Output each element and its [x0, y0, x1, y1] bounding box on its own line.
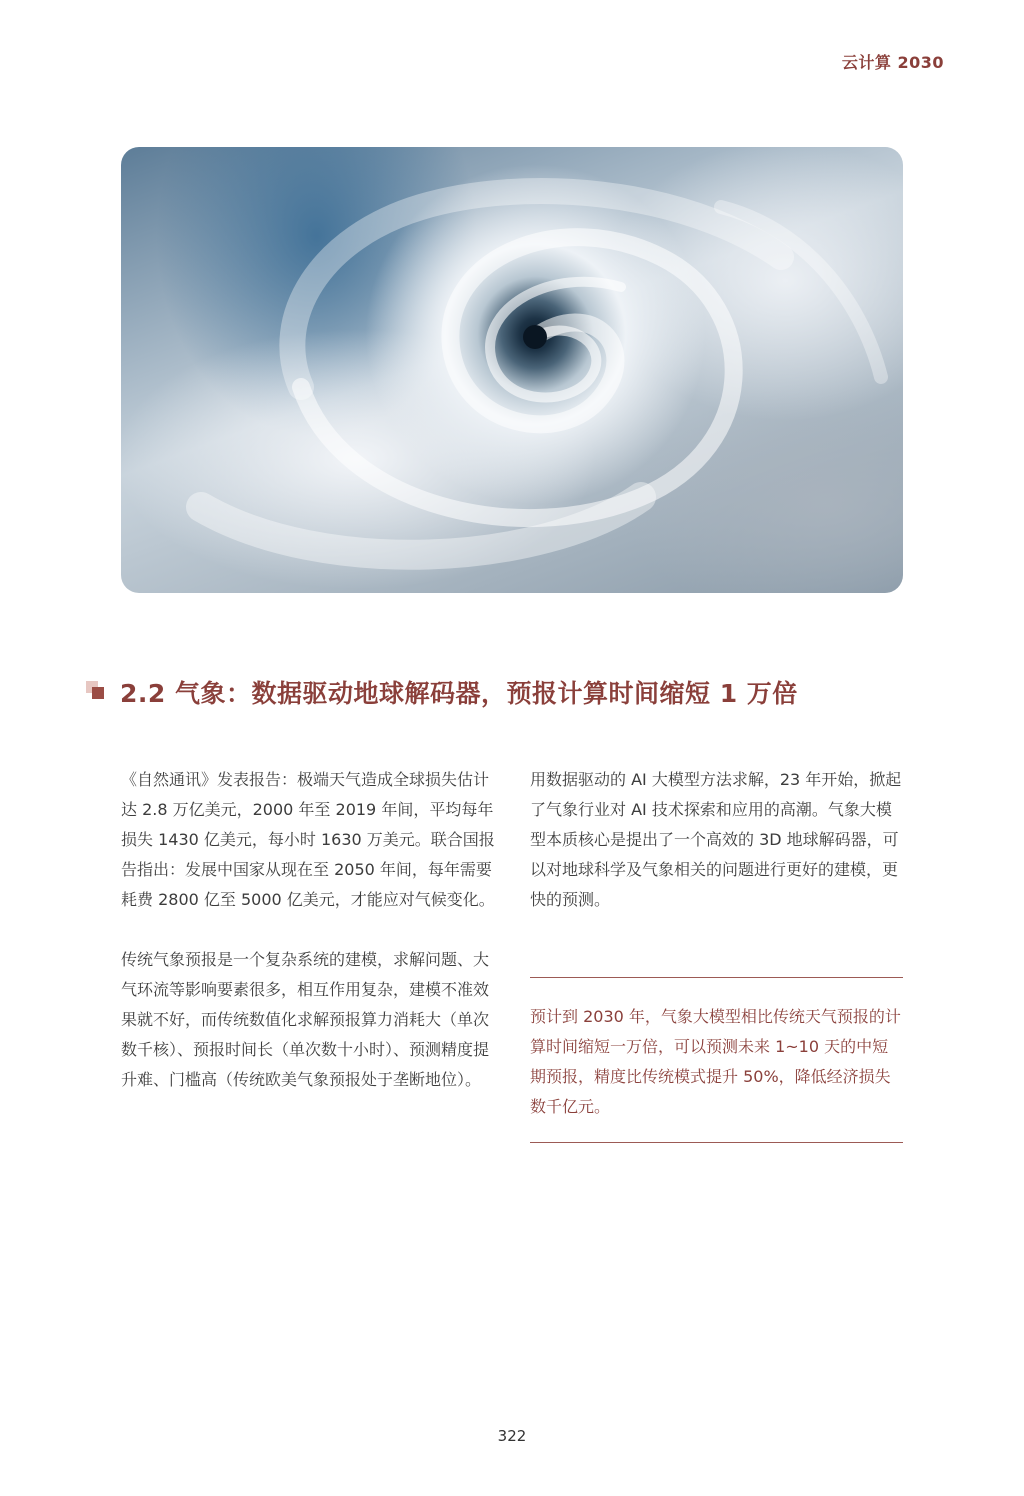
- page-number: 322: [497, 1427, 527, 1445]
- section-heading: [86, 675, 798, 709]
- section-title: 2.2 气象：数据驱动地球解码器，预报计算时间缩短 1 万倍: [120, 679, 798, 708]
- left-paragraph-2: 传统气象预报是一个复杂系统的建模，求解问题、大气环流等影响要素很多，相互作用复杂，建模不准效果就不好，而传统数值化求解预报算力消耗大（单次数千核）、预报时间长（单次数十小时）、预测精度提升难、门槛高（传统欧美气象预报处于垄断地位）。: [121, 950, 490, 1089]
- right-paragraph-1: 用数据驱动的 AI 大模型方法求解，23 年开始，掀起了气象行业对 AI 技术探索和应用的高潮。气象大模型本质核心是提出了一个高效的 3D 地球解码器，可以对地球科学及气象相关的问题进行更好的建模，更快的预测。: [530, 770, 902, 909]
- left-paragraph-1: 《自然通讯》发表报告：极端天气造成全球损失估计达 2.8 万亿美元，2000 年至 2019 年间，平均每年损失 1430 亿美元，每小时 1630 万美元。联合国报告指出：发展中国家从现在至 2050 年间，每年需要耗费 2800 亿至 5000 亿美元，才能应对气候变化。: [121, 770, 495, 909]
- typhoon-satellite-image: [121, 147, 903, 593]
- right-column: [530, 765, 904, 915]
- running-header: 云计算 2030: [841, 53, 944, 72]
- section-marker-icon: [86, 681, 108, 703]
- typhoon-illustration: [121, 147, 903, 593]
- callout-box: [530, 977, 903, 1143]
- callout-text: 预计到 2030 年，气象大模型相比传统天气预报的计算时间缩短一万倍，可以预测未来 1~10 天的中短期预报，精度比传统模式提升 50%，降低经济损失数千亿元。: [530, 1007, 901, 1116]
- typhoon-eye: [523, 325, 547, 349]
- left-column: [121, 765, 495, 1095]
